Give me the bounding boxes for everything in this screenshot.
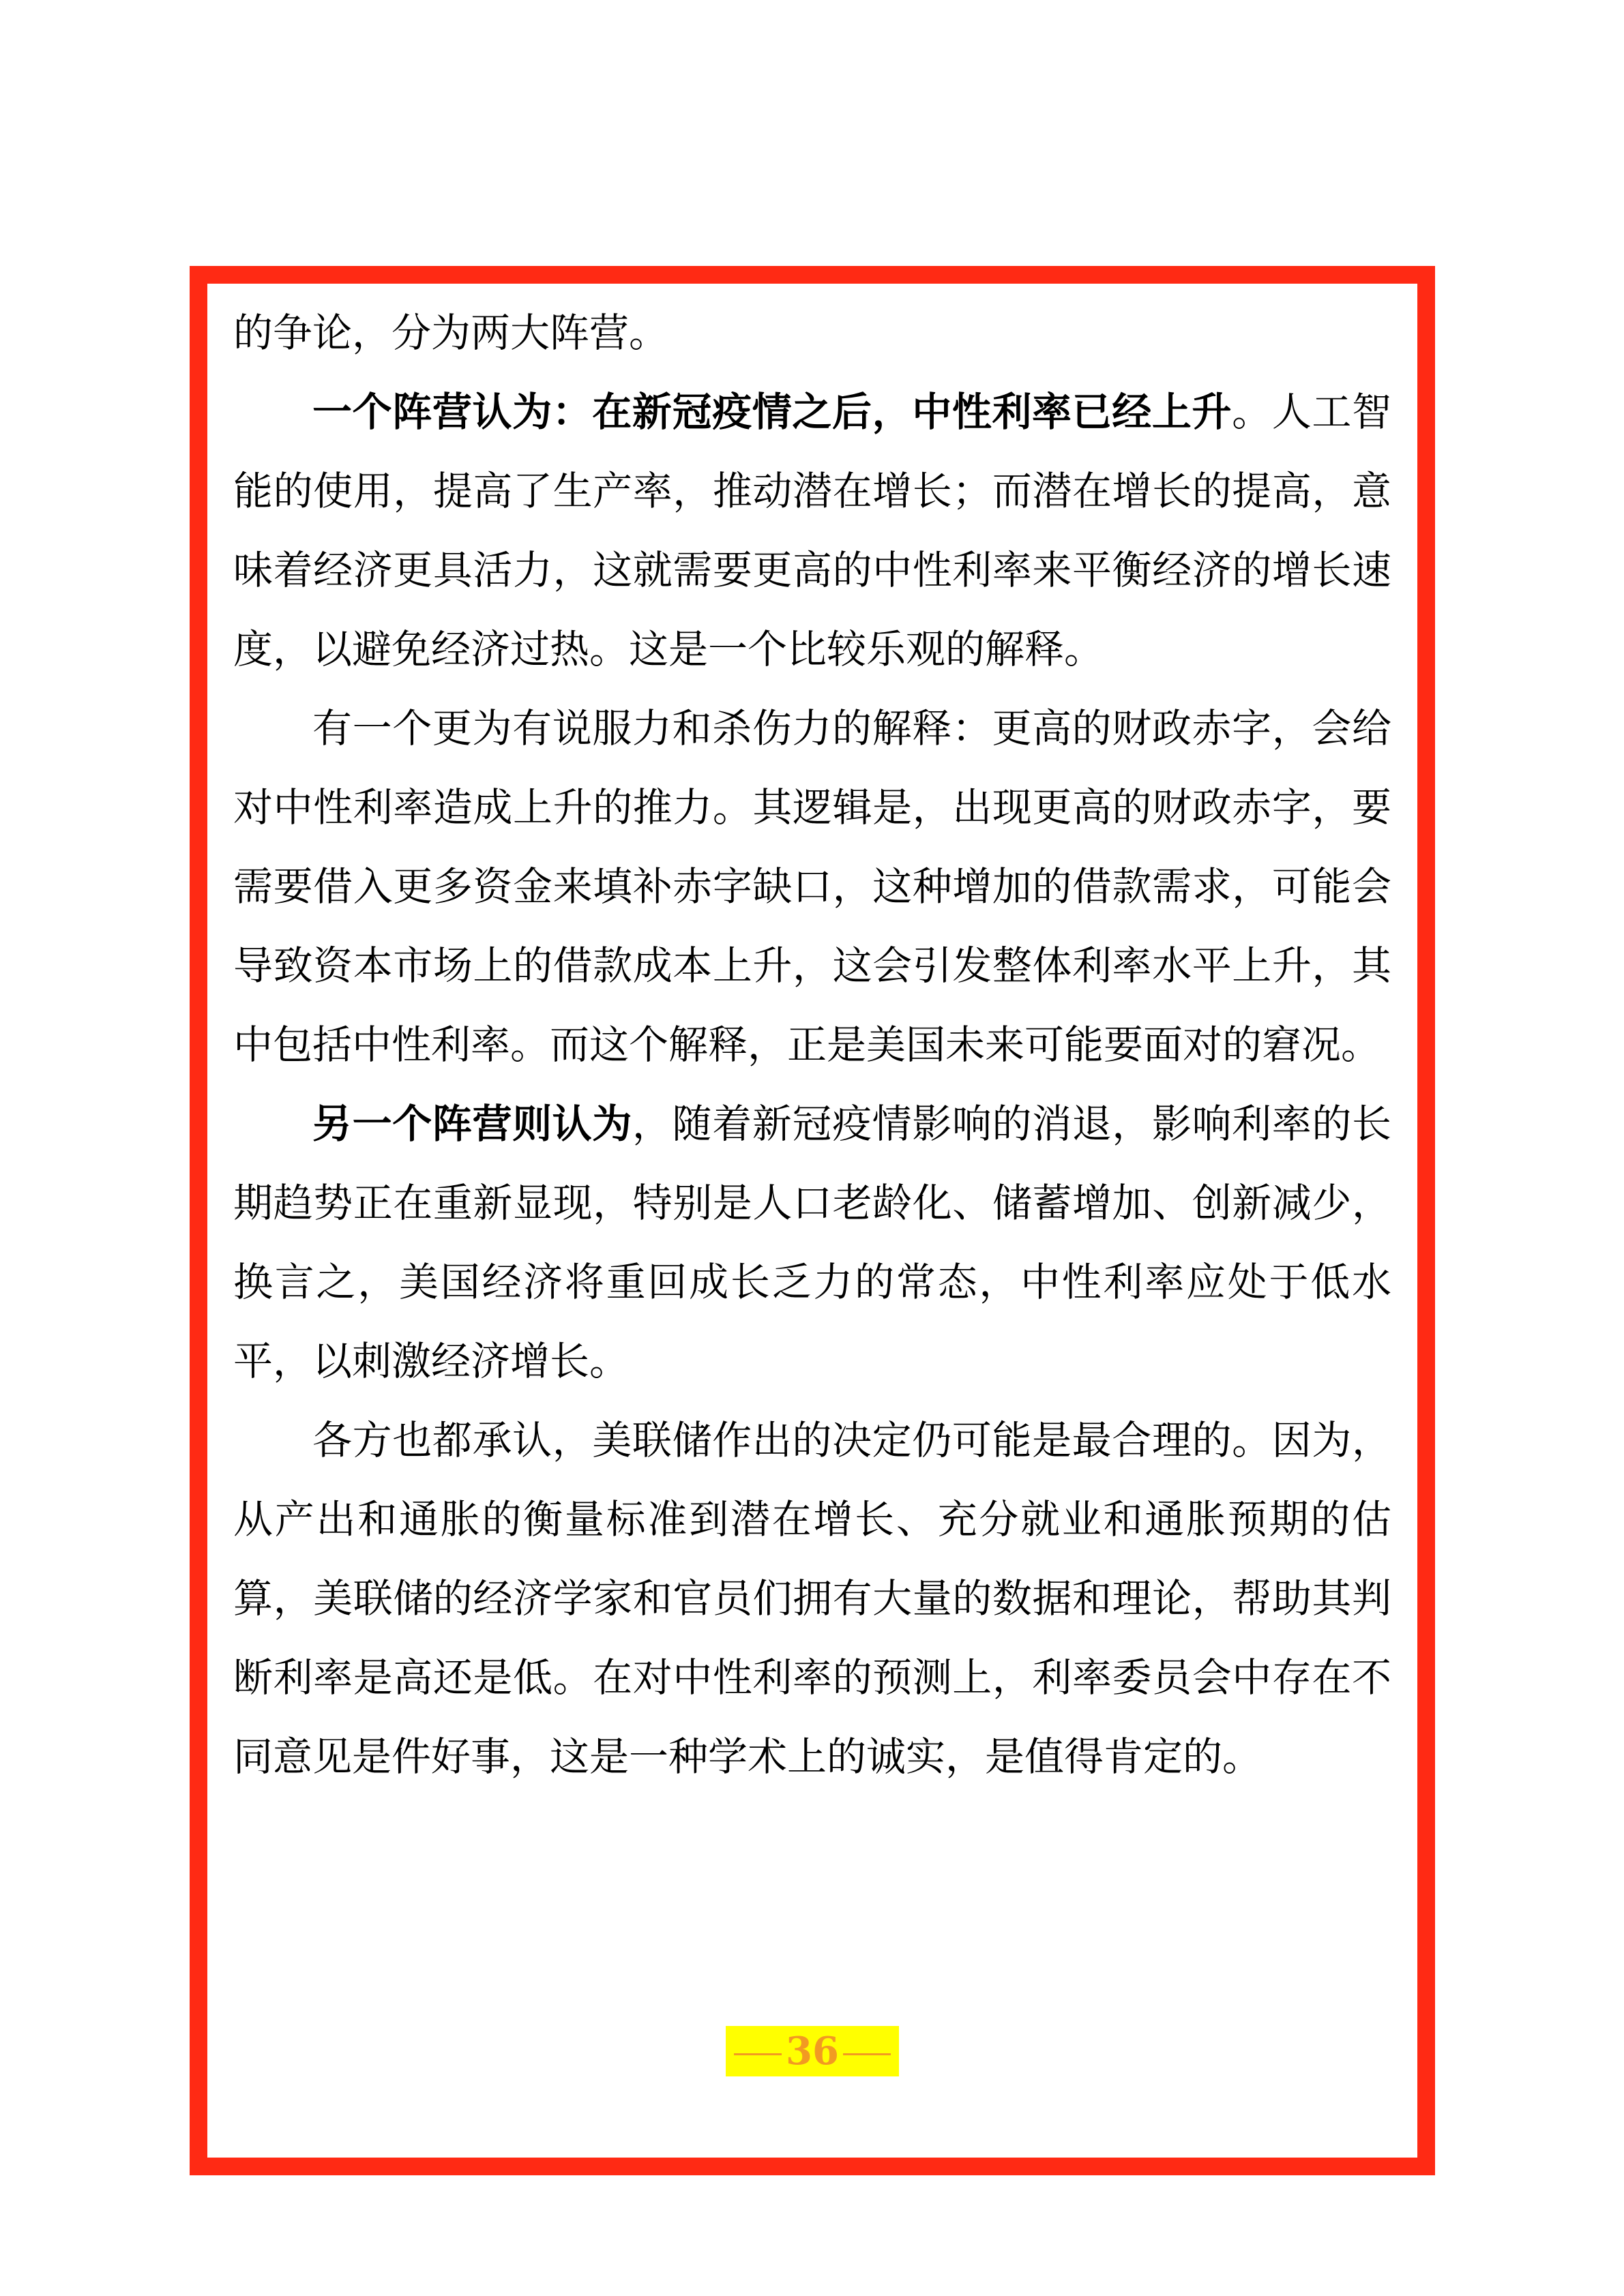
page-number-dash-left	[734, 2053, 782, 2055]
paragraph-3	[233, 689, 1391, 1084]
paragraph-4-bold: 另一个阵营则认为	[312, 1101, 632, 1147]
paragraph-5	[233, 1401, 1391, 1796]
body-text	[233, 293, 1391, 1796]
paragraph-1	[233, 293, 1391, 372]
paragraph-2	[233, 372, 1391, 689]
page-number-dash-right	[843, 2053, 891, 2055]
paragraph-3-text: 有一个更为有说服力和杀伤力的解释：更高的财政赤字，会给对中性利率造成上升的推力。其逻辑是，出现更高的财政赤字，要需要借入更多资金来填补赤字缺口，这种增加的借款需求，可能会导致资本市场上的借款成本上升，这会引发整体利率水平上升，其中包括中性利率。而这个解释，正是美国未来可能要面对的窘况。	[233, 705, 1391, 1068]
paragraph-1-text: 的争论，分为两大阵营。	[233, 310, 669, 356]
paragraph-4-text: ，随着新冠疫情影响的消退，影响利率的长期趋势正在重新显现，特别是人口老龄化、储蓄增加、创新减少，换言之，美国经济将重回成长乏力的常态，中性利率应处于低水平，以刺激经济增长。	[233, 1101, 1391, 1384]
paragraph-4	[233, 1084, 1391, 1401]
paragraph-5-text: 各方也都承认，美联储作出的决定仍可能是最合理的。因为，从产出和通胀的衡量标准到潜在增长、充分就业和通胀预期的估算，美联储的经济学家和官员们拥有大量的数据和理论，帮助其判断利率是高还是低。在对中性利率的预测上，利率委员会中存在不同意见是件好事，这是一种学术上的诚实，是值得肯定的。	[233, 1417, 1391, 1780]
page-frame	[190, 266, 1435, 2175]
paragraph-2-text: 。人工智能的使用，提高了生产率，推动潜在增长；而潜在增长的提高，意味着经济更具活力，这就需要更高的中性利率来平衡经济的增长速度，以避免经济过热。这是一个比较乐观的解释。	[233, 389, 1391, 672]
page-number-value: 36	[786, 2029, 839, 2074]
page-number	[726, 2026, 899, 2076]
paragraph-2-bold: 一个阵营认为：在新冠疫情之后，中性利率已经上升	[312, 389, 1232, 435]
